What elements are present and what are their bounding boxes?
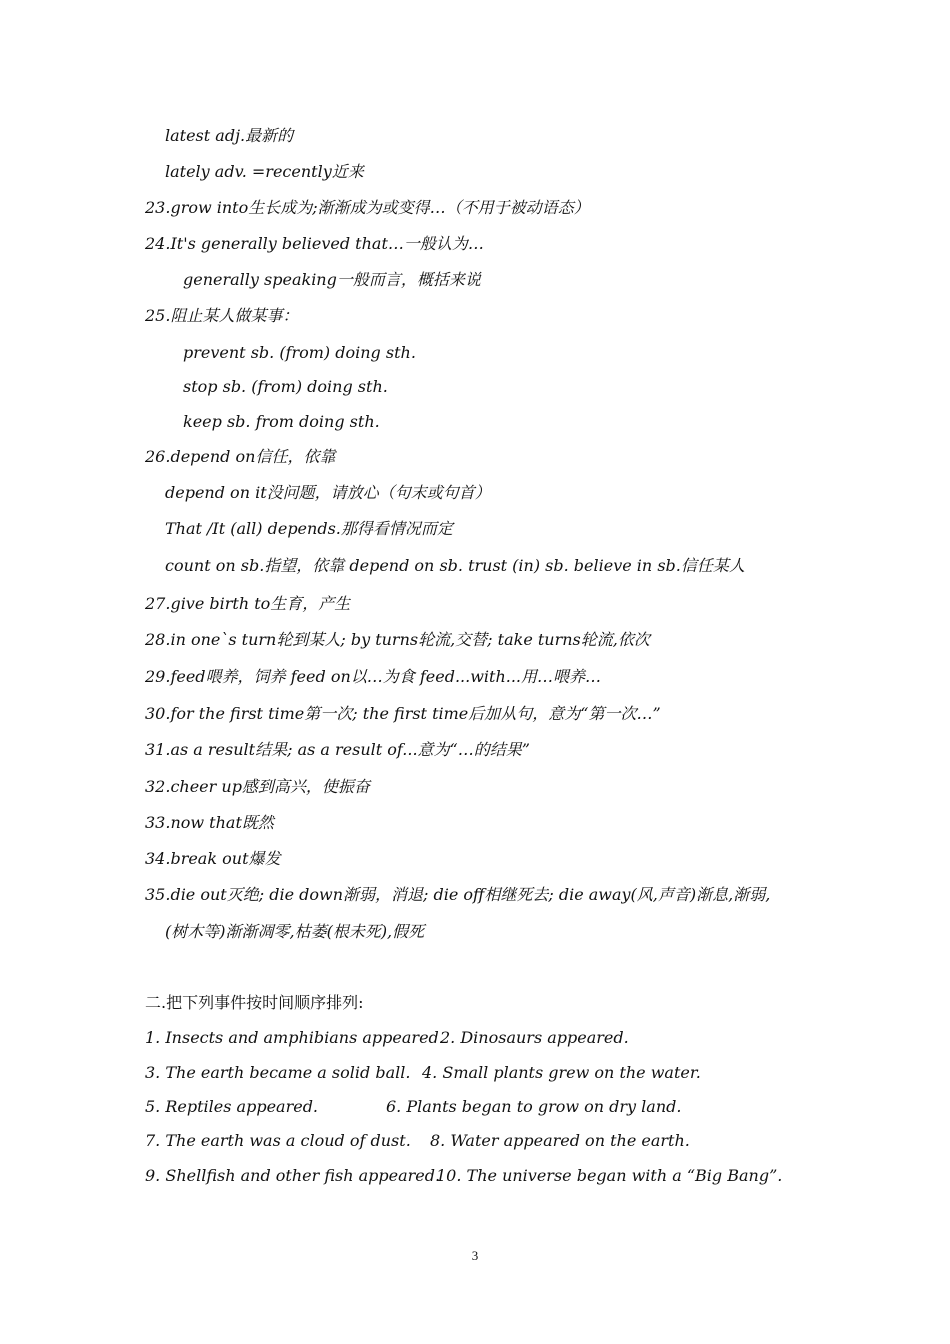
vocab-line: 23.grow into生长成为;渐渐成为或变得…（不用于被动语态） [145,198,590,217]
vocab-line: prevent sb. (from) doing sth. [183,343,416,362]
vocab-line: 28.in one`s turn轮到某人; by turns轮流,交替; take turns轮流,依次 [145,630,650,649]
vocab-line: stop sb. (from) doing sth. [183,377,388,396]
event-item: 7. The earth was a cloud of dust. [145,1131,411,1150]
vocab-line: 31.as a result结果; as a result of...意为“…的结果” [145,740,530,759]
vocab-line: 26.depend on信任，依靠 [145,447,336,466]
event-item: 6. Plants began to grow on dry land. [386,1097,682,1116]
event-item: 2. Dinosaurs appeared. [440,1028,629,1047]
event-item: 5. Reptiles appeared. [145,1097,319,1116]
vocab-line: 30.for the first time第一次; the first time后加从句，意为“第一次…” [145,704,661,723]
vocab-line: That /It (all) depends.那得看情况而定 [165,519,453,538]
event-item: 3. The earth became a solid ball. [145,1063,411,1082]
vocab-line: 35.die out灭绝; die down渐弱，消退; die off相继死去; die away(风,声音)渐息,渐弱, [145,885,771,904]
event-item: 10. The universe began with a “Big Bang”. [436,1166,783,1185]
vocab-line: 29.feed喂养，饲养 feed on以…为食 feed...with...用…喂养… [145,667,602,686]
vocab-line: 32.cheer up感到高兴，使振奋 [145,777,370,796]
vocab-line: 24.It's generally believed that…一般认为… [145,234,484,253]
vocab-line: keep sb. from doing sth. [183,412,380,431]
event-item: 1. Insects and amphibians appeared. [145,1028,444,1047]
event-item: 8. Water appeared on the earth. [430,1131,690,1150]
vocab-line: 33.now that既然 [145,813,274,832]
event-item: 9. Shellfish and other fish appeared. [145,1166,441,1185]
vocab-line: count on sb.指望，依靠 depend on sb. trust (in) sb. believe in sb.信任某人 [165,556,745,575]
vocab-line: 27.give birth to生育，产生 [145,594,351,613]
vocab-line: depend on it没问题，请放心（句末或句首） [165,483,491,502]
vocab-line: latest adj.最新的 [165,126,294,145]
vocab-line: generally speaking一般而言，概括来说 [183,270,481,289]
page-number: 3 [471,1248,479,1263]
vocab-line: 25.阻止某人做某事： [145,306,299,325]
event-item: 4. Small plants grew on the water. [422,1063,701,1082]
section-heading: 二.把下列事件按时间顺序排列: [145,993,364,1012]
vocab-line: (树木等)渐渐凋零,枯萎(根未死),假死 [165,922,425,941]
vocab-line: lately adv. =recently近来 [165,162,364,181]
vocab-line: 34.break out爆发 [145,849,281,868]
